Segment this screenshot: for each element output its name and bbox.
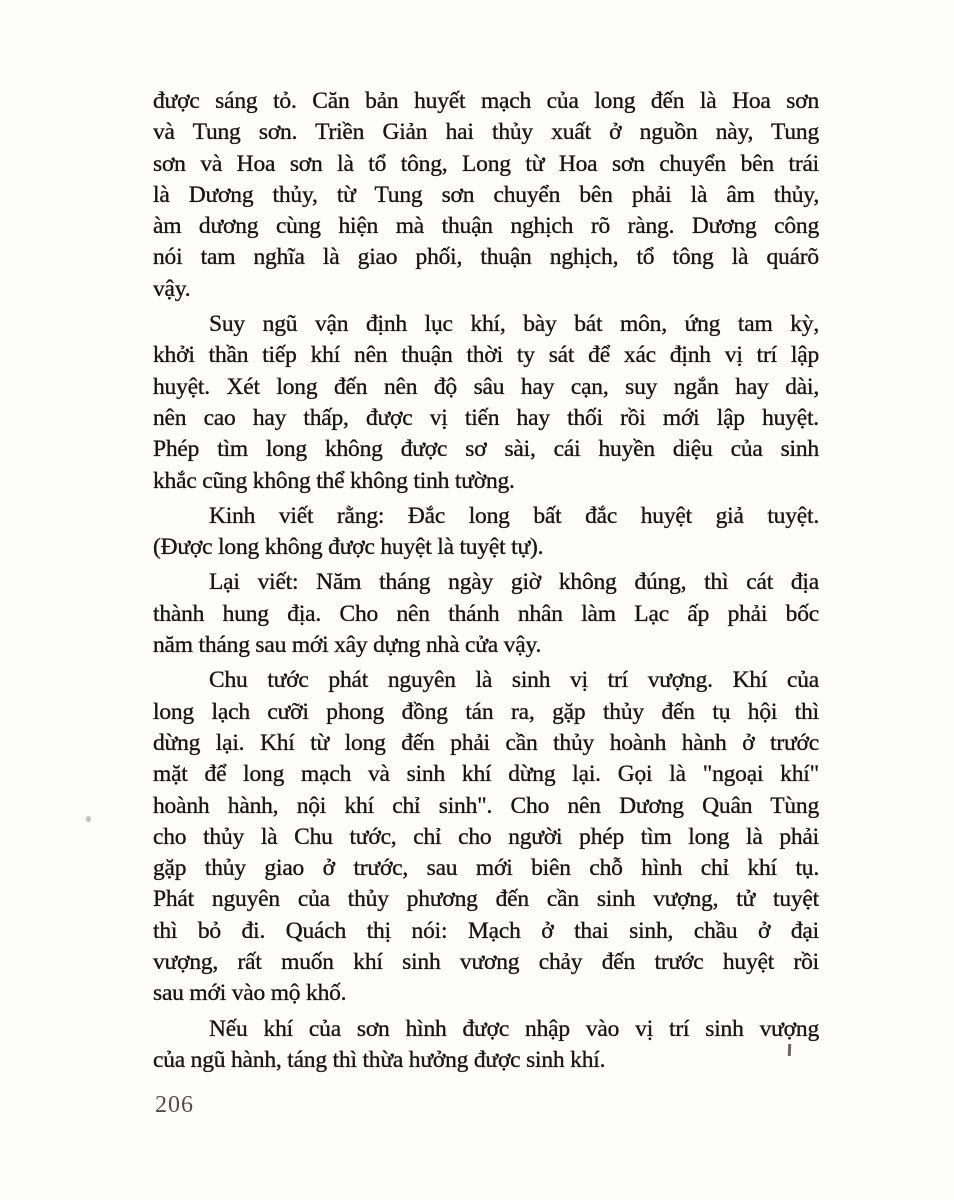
text-line: Lại viết: Năm tháng ngày giờ không đúng, thì cát địa xyxy=(209,569,819,596)
text-line: thì bỏ đi. Quách thị nói: Mạch ở thai sinh, chầu ở đại xyxy=(153,917,819,944)
text-line: gặp thủy giao ở trước, sau mới biên chỗ hình chỉ khí tụ. xyxy=(153,855,819,882)
text-line: hoành hành, nội khí chỉ sinh". Cho nên Dương Quân Tùng xyxy=(153,792,819,819)
text-line: sau mới vào mộ khố. xyxy=(153,980,347,1007)
text-line: Phát nguyên của thủy phương đến cần sinh vượng, tử tuyệt xyxy=(153,886,819,913)
text-line: àm dương cùng hiện mà thuận nghịch rõ ràng. Dương công xyxy=(153,213,819,240)
scan-speck xyxy=(86,816,91,822)
text-line: thành hung địa. Cho nên thánh nhân làm Lạc ấp phải bốc xyxy=(153,600,819,627)
text-line: năm tháng sau mới xây dựng nhà cửa vậy. xyxy=(153,632,542,659)
text-line: dừng lại. Khí từ long đến phải cần thủy hoành hành ở trước xyxy=(153,729,819,756)
text-line: long lạch cưỡi phong đồng tán ra, gặp thủy đến tụ hội thì xyxy=(153,698,819,725)
text-line: huyệt. Xét long đến nên độ sâu hay cạn, suy ngắn hay dài, xyxy=(153,373,819,400)
paragraph xyxy=(153,501,819,564)
page-number: 206 xyxy=(155,1092,194,1118)
text-line: và Tung sơn. Triền Giản hai thủy xuất ở nguồn này, Tung xyxy=(153,119,819,146)
text-line: Phép tìm long không được sơ sài, cái huyền diệu của sinh xyxy=(153,436,819,463)
text-line: (Được long không được huyệt là tuyệt tự). xyxy=(153,534,544,561)
text-line: của ngũ hành, táng thì thừa hưởng được sinh khí. xyxy=(153,1046,606,1073)
page-text-block xyxy=(153,86,819,1080)
text-line: được sáng tỏ. Căn bản huyết mạch của long đến là Hoa sơn xyxy=(153,88,819,114)
paragraph xyxy=(153,86,819,305)
text-line: vượng, rất muốn khí sinh vương chảy đến trước huyệt rồi xyxy=(153,949,819,976)
text-line: là Dương thủy, từ Tung sơn chuyển bên phải là âm thủy, xyxy=(153,181,819,208)
text-line: cho thủy là Chu tước, chỉ cho người phép tìm long là phải xyxy=(153,823,819,850)
text-line: sơn và Hoa sơn là tổ tông, Long từ Hoa sơn chuyển bên trái xyxy=(153,150,819,177)
text-line: mặt để long mạch và sinh khí dừng lại. Gọi là "ngoại khí" xyxy=(153,761,819,788)
text-line: khởi thần tiếp khí nên thuận thời ty sát để xác định vị trí lập xyxy=(153,342,819,369)
scan-artifact-tick xyxy=(788,1044,791,1056)
text-line: nên cao hay thấp, được vị tiến hay thối rồi mới lập huyệt. xyxy=(153,404,819,431)
text-line: Kinh viết rằng: Đắc long bất đắc huyệt giả tuyệt. xyxy=(209,502,819,529)
paragraph xyxy=(153,309,819,497)
text-line: Chu tước phát nguyên là sinh vị trí vượng. Khí của xyxy=(209,667,819,694)
text-line: khắc cũng không thể không tinh tường. xyxy=(153,467,515,494)
text-line: Suy ngũ vận định lục khí, bày bát môn, ứng tam kỳ, xyxy=(209,311,819,338)
paragraph xyxy=(153,1014,819,1077)
text-line: vậy. xyxy=(153,275,191,302)
text-line: nói tam nghĩa là giao phối, thuận nghịch, tổ tông là quárõ xyxy=(153,244,819,271)
paragraph xyxy=(153,567,819,661)
text-line: Nếu khí của sơn hình được nhập vào vị trí sinh vượng xyxy=(209,1015,819,1042)
paragraph xyxy=(153,665,819,1009)
